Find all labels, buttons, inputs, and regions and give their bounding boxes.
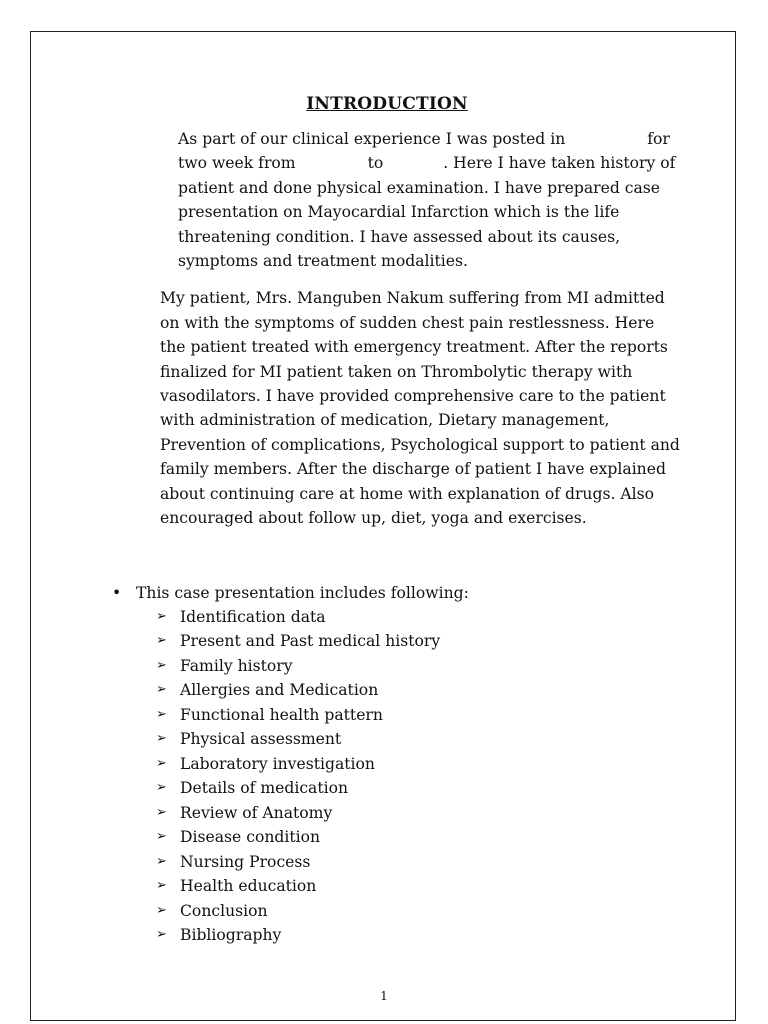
list-item: ➢ Physical assessment bbox=[180, 727, 680, 752]
arrowhead-icon: ➢ bbox=[156, 608, 167, 624]
list-item: ➢ Present and Past medical history bbox=[180, 629, 680, 654]
arrowhead-icon: ➢ bbox=[156, 780, 167, 796]
paragraph-1-part-1: As part of our clinical experience I was posted in bbox=[178, 130, 566, 148]
bullet-text: This case presentation includes following: bbox=[136, 583, 469, 602]
arrowhead-icon: ➢ bbox=[156, 853, 167, 869]
arrowhead-icon: ➢ bbox=[156, 804, 167, 820]
arrowhead-icon: ➢ bbox=[156, 682, 167, 698]
bullet-dot-icon: • bbox=[112, 583, 122, 602]
paragraph-2: My patient, Mrs. Manguben Nakum suffering from MI admitted on with the symptoms of sudden chest pain restlessness. Here the patient treated with emergency treatment. After the reports finalized for MI patient taken on Thrombolytic therapy with vasodilators. I have provided comprehensive care to the patient with administration of medication, Dietary management, Prevention of complications, Psychological support to patient and family members. After the discharge of patient I have explained about continuing care at home with explanation of drugs. Also encouraged about follow up, diet, yoga and exercises. bbox=[160, 289, 680, 528]
arrowhead-icon: ➢ bbox=[156, 755, 167, 771]
arrowhead-icon: ➢ bbox=[156, 878, 167, 894]
arrowhead-icon: ➢ bbox=[156, 657, 167, 673]
list-item: ➢ Conclusion bbox=[180, 899, 680, 924]
list-item: ➢ Allergies and Medication bbox=[180, 678, 680, 703]
sub-item-list bbox=[90, 605, 680, 948]
list-item: ➢ Laboratory investigation bbox=[180, 752, 680, 777]
list-item: ➢ Disease condition bbox=[180, 825, 680, 850]
arrowhead-icon: ➢ bbox=[156, 927, 167, 943]
arrowhead-icon: ➢ bbox=[156, 829, 167, 845]
page-title: INTRODUCTION bbox=[306, 94, 468, 114]
document-body bbox=[90, 94, 680, 948]
paragraph-1-part-3: to bbox=[367, 154, 384, 173]
list-item: ➢ Details of medication bbox=[180, 776, 680, 801]
list-item: ➢ Identification data bbox=[180, 605, 680, 630]
bullet-item bbox=[90, 581, 680, 605]
paragraph-1 bbox=[90, 127, 680, 273]
arrowhead-icon: ➢ bbox=[156, 706, 167, 722]
page-number: 1 bbox=[380, 989, 388, 1003]
list-item: ➢ Family history bbox=[180, 654, 680, 679]
arrowhead-icon: ➢ bbox=[156, 902, 167, 918]
list-item: ➢ Bibliography bbox=[180, 923, 680, 948]
list-item: ➢ Nursing Process bbox=[180, 850, 680, 875]
paragraph-1-part-2: for two week from bbox=[178, 130, 670, 173]
list-item: ➢ Health education bbox=[180, 874, 680, 899]
list-item: ➢ Functional health pattern bbox=[180, 703, 680, 728]
arrowhead-icon: ➢ bbox=[156, 731, 167, 747]
list-item: ➢ Review of Anatomy bbox=[180, 801, 680, 826]
arrowhead-icon: ➢ bbox=[156, 633, 167, 649]
paragraph-1-part-4: . Here I have taken history of patient and done physical examination. I have prepared case presentation on Mayocardial Infarction which is the life threatening condition. I have assessed about its causes, symptoms and treatment modalities. bbox=[178, 154, 676, 271]
